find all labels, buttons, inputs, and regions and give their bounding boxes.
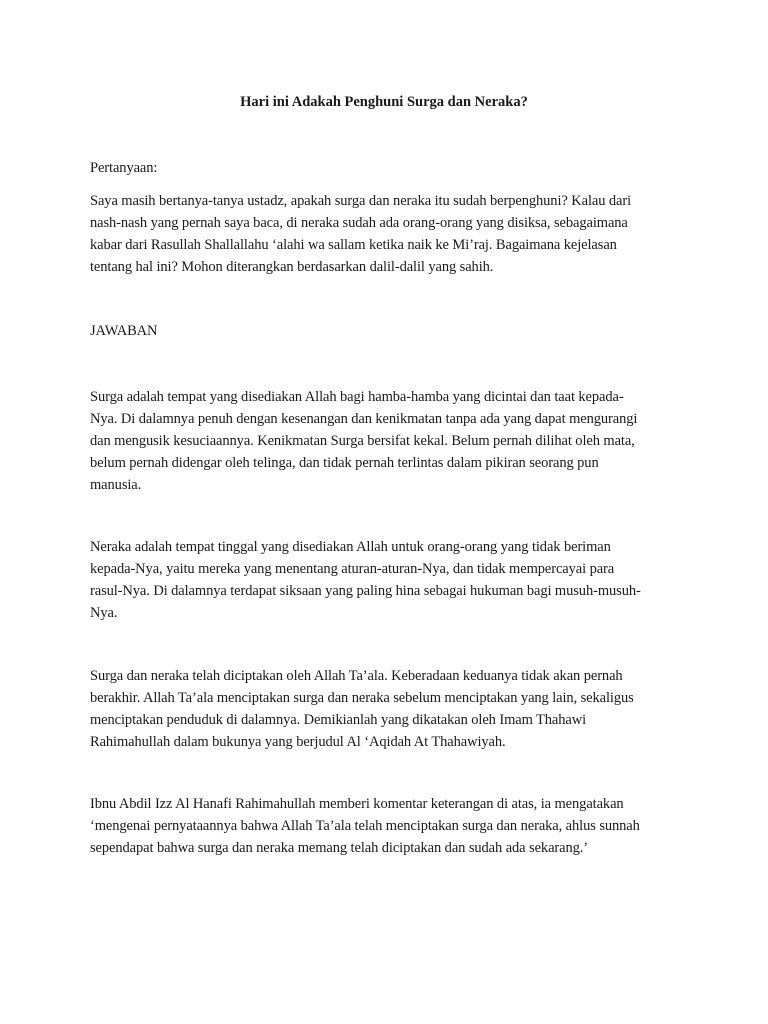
paragraph-line: Surga dan neraka telah diciptakan oleh Allah Ta’ala. Keberadaan keduanya tidak akan pernah <box>90 668 623 684</box>
answer-label: JAWABAN <box>90 323 158 339</box>
paragraph-line: Surga adalah tempat yang disediakan Allah bagi hamba-hamba yang dicintai dan taat kepada- <box>90 389 624 405</box>
paragraph-line: Rahimahullah dalam bukunya yang berjudul Al ‘Aqidah At Thahawiyah. <box>90 734 506 750</box>
paragraph-line: rasul-Nya. Di dalamnya terdapat siksaan yang paling hina sebagai hukuman bagi musuh-musuh- <box>90 583 641 599</box>
answer-paragraph-commentary <box>90 793 686 859</box>
question-line: tentang hal ini? Mohon diterangkan berdasarkan dalil-dalil yang sahih. <box>90 259 494 275</box>
answer-paragraph-neraka <box>90 536 686 624</box>
question-label: Pertanyaan: <box>90 160 158 176</box>
paragraph-line: sependapat bahwa surga dan neraka memang telah diciptakan dan sudah ada sekarang.’ <box>90 840 589 856</box>
answer-paragraph-surga <box>90 386 686 496</box>
question-line: Saya masih bertanya-tanya ustadz, apakah surga dan neraka itu sudah berpenghuni? Kalau dari <box>90 193 632 209</box>
document-title: Hari ini Adakah Penghuni Surga dan Neraka? <box>240 94 528 110</box>
paragraph-line: Neraka adalah tempat tinggal yang disediakan Allah untuk orang-orang yang tidak beriman <box>90 539 611 555</box>
paragraph-line: Nya. <box>90 605 118 621</box>
paragraph-line: manusia. <box>90 477 142 493</box>
paragraph-line: menciptakan penduduk di dalamnya. Demikianlah yang dikatakan oleh Imam Thahawi <box>90 712 587 728</box>
paragraph-line: ‘mengenai pernyataannya bahwa Allah Ta’ala telah menciptakan surga dan neraka, ahlus sunnah <box>90 818 640 834</box>
paragraph-line: dan mengusik kesuciaannya. Kenikmatan Surga bersifat kekal. Belum pernah dilihat oleh mata, <box>90 433 635 449</box>
paragraph-line: berakhir. Allah Ta’ala menciptakan surga dan neraka sebelum menciptakan yang lain, sekaligus <box>90 690 634 706</box>
answer-paragraph-creation <box>90 665 686 753</box>
paragraph-line: Ibnu Abdil Izz Al Hanafi Rahimahullah memberi komentar keterangan di atas, ia mengatakan <box>90 796 624 812</box>
question-line: kabar dari Rasullah Shallallahu ‘alahi wa sallam ketika naik ke Mi’raj. Bagaimana kejelasan <box>90 237 617 253</box>
paragraph-line: kepada-Nya, yaitu mereka yang menentang aturan-aturan-Nya, dan tidak mempercayai para <box>90 561 615 577</box>
paragraph-line: Nya. Di dalamnya penuh dengan kesenangan dan kenikmatan tanpa ada yang dapat mengurangi <box>90 411 638 427</box>
paragraph-line: belum pernah didengar oleh telinga, dan tidak pernah terlintas dalam pikiran seorang pun <box>90 455 599 471</box>
question-line: nash-nash yang pernah saya baca, di neraka sudah ada orang-orang yang disiksa, sebagaimana <box>90 215 628 231</box>
question-paragraph <box>90 190 686 278</box>
